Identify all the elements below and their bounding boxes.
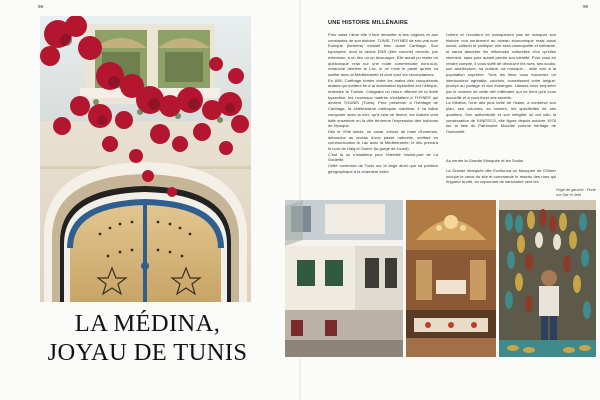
page-number-left: 98 — [38, 4, 44, 9]
article-column-2 — [446, 32, 556, 140]
headline — [35, 309, 260, 367]
headline-line-1: LA MÉDINA, — [74, 310, 221, 337]
patio-photo — [285, 200, 403, 357]
caption-left-page: Page de gauche : Porte rue Dar el Jeld — [556, 188, 596, 198]
paragraph: La Médina, l'une des plus belle de l'Islam, a conservé son plan, ses volumes, sa lumière, les spécificités de ses quartiers. Son authenticité et son intégrité lui ont valu la consécration de l'UNESCO, elle figure depuis octobre 1978 sur la liste du Patrimoine Mondial comme héritage de l'humanité. — [446, 100, 556, 134]
paragraph: Dès le VIIIe siècle, un canal, creusé de main d'hommes, débouche au niveau d'une passe naturelle, mettant en communication le Lac avec la Méditerranée; le lieu prendra le nom de Halq el Oued» (la gorge de l'oued). — [328, 128, 438, 152]
main-door-photo — [40, 16, 251, 302]
souk-babouches-photo — [499, 200, 596, 357]
headline-line-2: JOYAU DE TUNIS — [47, 339, 248, 366]
patio-illustration — [285, 200, 403, 357]
section-title: UNE HISTOIRE MILLÉNAIRE — [328, 20, 409, 26]
paragraph: l'orient et l'occident ne manqueront pas de marquer son histoire non seulement au niveau économique mais aussi social, culturel et politique: elle sera cosmopolite et tolérante, et saura absorber les influences culturelles d'où qu'elles viennent, sans pour autant perdre son identité. Pour vous en rendre compte, il vous suffit de découvrir les rues, ses souks, son architecture, sa cuisine, sa musique… mille voix à la population suprême. Tous les lieux vous trouverez un interlocuteur agréable, courtois, connaissant votre langue, prompt au partage et aux échanges. Laissez-vous emporter par le charme de cette cité millénaire qui ne tient qu'à vous accueillir et à vous livrer ses secrets. — [446, 32, 556, 100]
subheading: Au centre la Grande Mosquée et les Souks — [446, 158, 524, 163]
restaurant-photo — [406, 200, 496, 357]
article-column-1 — [328, 32, 438, 194]
page-number-right: 99 — [582, 4, 588, 9]
paragraph: Pour saisir l'âme elle il faut remonter à ses origines et aux constantes de son histoire. TUNIS, THYNES de son vrai nom Eunique (berbère) existait bien avant Carthage. Son toponyme, dont la racine ENS (être couché) renvoie, par extension, à un lieu où on bivouaque. Elle aurait pu rester un quelconque relai sur une route commerciale nord-sud, retranché derrière le Lac, si ce n'est le pacte qu'elle va sceller avec la Méditerranée et dont voici les circonstances. — [328, 32, 438, 77]
paragraph: Cette ouverture de Tunis sur le large ainsi que sa position géographique à la charnière entre — [328, 163, 438, 174]
restaurant-illustration — [406, 200, 496, 357]
door-bougainvillea-illustration — [40, 16, 251, 302]
subheading-paragraph: La Grande Mosquée dite Ezzitouna ou Mosquée de l'Olivier occupe le cœur du site et commande le réseau des rues qui irriguent la cité, en rayonnant de sanctuaire vers les — [446, 168, 556, 185]
paragraph: C'est là où s'installera pour l'éternité l'avant-port de La Goulette. — [328, 151, 438, 163]
souk-illustration — [499, 200, 596, 357]
paragraph: En 698, Carthage tombe entre les mains des conquérants arabes qui mettent fin à la domination byzantine sur l'Afrique, entendre la Tunisie. Craignant un retour offensif de la flotte byzantine, les nouveaux maîtres s'installent à THYNES qui devient TOUNIS (Tunis). Pour préserver à l'héritage de Carthage, la célébrissime métropole maritime, il va falloir composer avec la mer, qu'à cela ne tienne, les Arabes vont bâtir ensemble en la ville terrienne l'expression des horizons de l'époque. — [328, 77, 438, 129]
